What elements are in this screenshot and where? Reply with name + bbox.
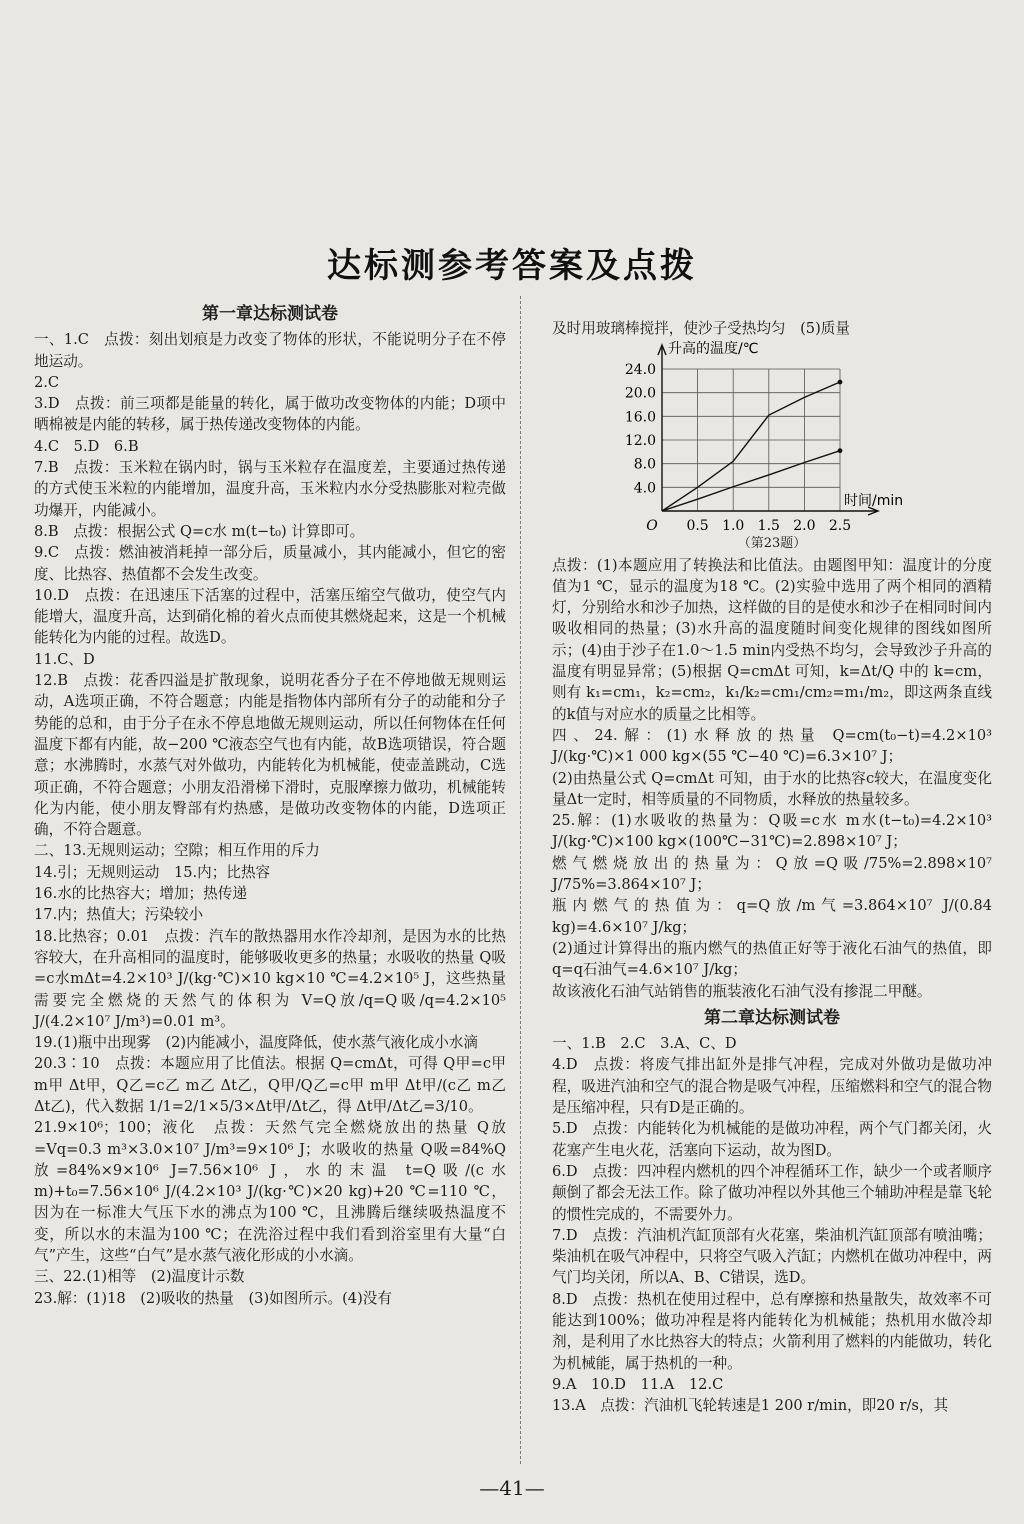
answer-line: 2.C xyxy=(34,373,60,391)
series-end-point xyxy=(838,449,843,454)
answer-line: 12.B 点拨：花香四溢是扩散现象，说明花香分子在不停地做无规则运动，A选项正确，不符合题意；内能是指物体内部所有分子的动能和分子势能的总和，由于分子在永不停息地做无规则运动，所以任何物体在任何温度下都有内能，故−200 ℃液态空气也有内能，故B选项错误，符合题意；水沸腾时，水蒸气对外做功，内能转化为机械能，使壶盖跳动，C选项正确，不符合题意；小朋友沿滑梯下滑时，克服摩擦力做功，机械能转化为内能，使小朋友臀部有灼热感，是做功改变物体的内能，D选项正确，不符合题意。 xyxy=(34,672,506,839)
answer-line: 7.B 点拨：玉米粒在锅内时，锅与玉米粒存在温度差，主要通过热传递的方式使玉米粒的内能增加，温度升高，玉米粒内水分受热膨胀对粒壳做功爆开，内能减小。 xyxy=(34,459,506,519)
y-tick-label: 12.0 xyxy=(624,433,656,450)
answer-line: 14.引；无规则运动 15.内；比热容 xyxy=(34,863,271,881)
x-tick-label: 2.5 xyxy=(828,518,852,535)
series-line-1 xyxy=(662,382,840,511)
answer-line: (2)由热量公式 Q=cmΔt 可知，由于水的比热容c较大，在温度变化量Δt一定时，相等质量的不同物质，水释放的热量较多。 xyxy=(552,769,992,808)
answer-line: 4.D 点拨：将废气排出缸外是排气冲程，完成对外做功是做功冲程，吸进汽油和空气的混合物是吸气冲程，压缩燃料和空气的混合物是压缩冲程，只有D是正确的。 xyxy=(552,1056,992,1117)
answer-line: 9.A 10.D 11.A 12.C xyxy=(552,1375,724,1393)
x-axis-label: 时间/min xyxy=(844,493,904,510)
series-line-2 xyxy=(662,451,840,511)
answer-line: 10.D 点拨：在迅速压下活塞的过程中，活塞压缩空气做功，使空气内能增大，温度升高，达到硝化棉的着火点而使其燃烧起来，这是一个机械能转化为内能的过程。故选D。 xyxy=(34,586,506,647)
answer-line: 点拨：(1)本题应用了转换法和比值法。由题图甲知：温度计的分度值为1 ℃，显示的温度为18 ℃。(2)实验中选用了两个相同的酒精灯，分别给水和沙子加热，这样做的目的是使水和沙子在相同时间内吸收相同的热量；(3)水升高的温度随时间变化规律的图线如图所示；(4)由于沙子在1.0～1.5 min内受热不均匀，会导致沙子升高的温度有明显异常；(5)根据 Q=cmΔt 可知，k=Δt/Q 中的 k=cm，则有 k₁=cm₁，k₂=cm₂，k₁/k₂=cm₁/cm₂=m₁/m₂，即这两条直线的k值与对应水的质量之比相等。 xyxy=(552,556,992,723)
answer-line: 16.水的比热容大；增加；热传递 xyxy=(34,885,247,903)
chart-svg xyxy=(552,339,992,535)
answer-line: 23.解：(1)18 (2)吸收的热量 (3)如图所示。(4)没有 xyxy=(34,1289,392,1307)
answer-line: 8.B 点拨：根据公式 Q=c水 m(t−t₀) 计算即可。 xyxy=(34,522,365,540)
answer-line: 6.D 点拨：四冲程内燃机的四个冲程循环工作，缺少一个或者顺序颠倒了都会无法工作。除了做功冲程以外其他三个辅助冲程是靠飞轮的惯性完成的，不需要外力。 xyxy=(552,1162,992,1223)
left-column xyxy=(34,298,506,1309)
answer-line: 9.C 点拨：燃油被消耗掉一部分后，质量减小，其内能减小，但它的密度、比热容、热值都不会发生改变。 xyxy=(34,544,506,583)
answer-line: 瓶内燃气的热值为：q=Q放/m气=3.864×10⁷ J/(0.84 kg)=4.6×10⁷ J/kg； xyxy=(552,897,992,936)
answer-line: 17.内；热值大；污染较小 xyxy=(34,906,204,924)
page-title: 达标测参考答案及点拨 xyxy=(327,246,697,286)
y-tick-label: 16.0 xyxy=(624,409,656,426)
answer-line: 20.3∶10 点拨：本题应用了比值法。根据 Q=cmΔt，可得 Q甲=c甲 m甲 Δt甲，Q乙=c乙 m乙 Δt乙，Q甲/Q乙=c甲 m甲 Δt甲/(c乙 m乙 Δt乙)，代入数据 1/1=2/1×5/3×Δt甲/Δt乙，得 Δt甲/Δt乙=3/10。 xyxy=(34,1055,506,1115)
answer-line: 19.(1)瓶中出现雾 (2)内能减小，温度降低，使水蒸气液化成小水滴 xyxy=(34,1034,478,1052)
origin-label: O xyxy=(646,518,658,535)
answer-line: (2)通过计算得出的瓶内燃气的热值正好等于液化石油气的热值，即 q=q石油气=4.6×10⁷ J/kg； xyxy=(552,939,992,979)
y-tick-label: 4.0 xyxy=(633,480,656,497)
answer-line: 8.D 点拨：热机在使用过程中，总有摩擦和热量散失，故效率不可能达到100%；做功冲程是将内能转化为机械能；热机用水做冷却剂，是利用了水比热容大的特点；火箭利用了燃料的内能做功，转化为机械能，属于热机的一种。 xyxy=(552,1290,992,1372)
y-tick-label: 24.0 xyxy=(624,362,656,379)
answer-line: 及时用玻璃棒搅拌，使沙子受热均匀 (5)质量 xyxy=(552,320,850,337)
answer-line: 四、24.解：(1)水释放的热量 Q=cm(t₀−t)=4.2×10³ J/(kg·℃)×1 000 kg×(55 ℃−40 ℃)=6.3×10⁷ J； xyxy=(552,726,992,766)
answer-line: 二、13.无规则运动；空隙；相互作用的斥力 xyxy=(34,842,320,860)
column-divider xyxy=(520,296,521,1464)
page-number: —41— xyxy=(479,1476,545,1500)
answer-line: 21.9×10⁶；100；液化 点拨：天然气完全燃烧放出的热量 Q放=Vq=0.3 m³×3.0×10⁷ J/m³=9×10⁶ J；水吸收的热量 Q吸=84%Q放=84%×9×10⁶ J=7.56×10⁶ J，水的末温 t=Q吸/(c水 m)+t₀=7.56×10⁶ J/(4.2×10³ J/(kg·℃)×20 kg)+20 ℃=110 ℃，因为在一标准大气压下水的沸点为100 ℃，且沸腾后继续吸热温度不变，所以水的末温为100 ℃；在洗浴过程中我们看到浴室里有大量“白气”产生，这些“白气”是水蒸气液化形成的小水滴。 xyxy=(34,1119,506,1265)
right-column xyxy=(552,318,992,1416)
answer-line: 7.D 点拨：汽油机汽缸顶部有火花塞，柴油机汽缸顶部有喷油嘴；柴油机在吸气冲程中，只将空气吸入汽缸；内燃机在做功冲程中，两气门均关闭，所以A、B、C错误，选D。 xyxy=(552,1226,992,1287)
answer-line: 一、1.B 2.C 3.A、C、D xyxy=(552,1035,737,1053)
answer-line: 11.C、D xyxy=(34,650,95,668)
answer-line: 4.C 5.D 6.B xyxy=(34,437,139,455)
answer-line: 燃气燃烧放出的热量为：Q放=Q吸/75%=2.898×10⁷ J/75%=3.864×10⁷ J； xyxy=(552,854,992,894)
series-end-point xyxy=(838,380,843,385)
x-tick-label: 0.5 xyxy=(686,518,709,535)
x-tick-label: 2.0 xyxy=(793,518,816,535)
answer-line: 故该液化石油气站销售的瓶装液化石油气没有掺混二甲醚。 xyxy=(552,982,932,1000)
x-tick-label: 1.0 xyxy=(722,518,745,535)
section-title-chapter1: 第一章达标测试卷 xyxy=(202,304,338,324)
chart-caption: （第23题） xyxy=(737,536,807,552)
answer-line: 3.D 点拨：前三项都是能量的转化，属于做功改变物体的内能；D项中晒棉被是内能的转移，属于热传递改变物体的内能。 xyxy=(34,395,506,434)
y-tick-label: 20.0 xyxy=(624,385,656,402)
y-tick-label: 8.0 xyxy=(633,456,656,473)
x-tick-label: 1.5 xyxy=(757,518,780,535)
answer-line: 5.D 点拨：内能转化为机械能的是做功冲程，两个气门都关闭，火花塞产生电火花，活塞向下运动，故为图D。 xyxy=(552,1120,992,1159)
answer-line: 13.A 点拨：汽油机飞轮转速是1 200 r/min，即20 r/s，其 xyxy=(552,1397,949,1415)
answer-line: 18.比热容；0.01 点拨：汽车的散热器用水作冷却剂，是因为水的比热容较大，在升高相同的温度时，能够吸收更多的热量；水吸收的热量 Q吸=c水mΔt=4.2×10³ J/(kg·℃)×10 kg×10 ℃=4.2×10⁵ J，这些热量需要完全燃烧的天然气的体积为 V=Q放/q=Q吸/q=4.2×10⁵ J/(4.2×10⁷ J/m³)=0.01 m³。 xyxy=(34,927,506,1030)
answer-line: 25.解：(1)水吸收的热量为：Q吸=c水 m水(t−t₀)=4.2×10³ J/(kg·℃)×100 kg×(100℃−31℃)=2.898×10⁷ J； xyxy=(552,812,992,851)
temperature-chart xyxy=(552,339,992,535)
section-title-chapter2: 第二章达标测试卷 xyxy=(704,1007,840,1028)
answer-line: 一、1.C 点拨：刻出划痕是力改变了物体的形状，不能说明分子在不停地运动。 xyxy=(34,331,506,370)
answer-line: 三、22.(1)相等 (2)温度计示数 xyxy=(34,1268,245,1286)
y-axis-label: 升高的温度/℃ xyxy=(668,341,759,358)
